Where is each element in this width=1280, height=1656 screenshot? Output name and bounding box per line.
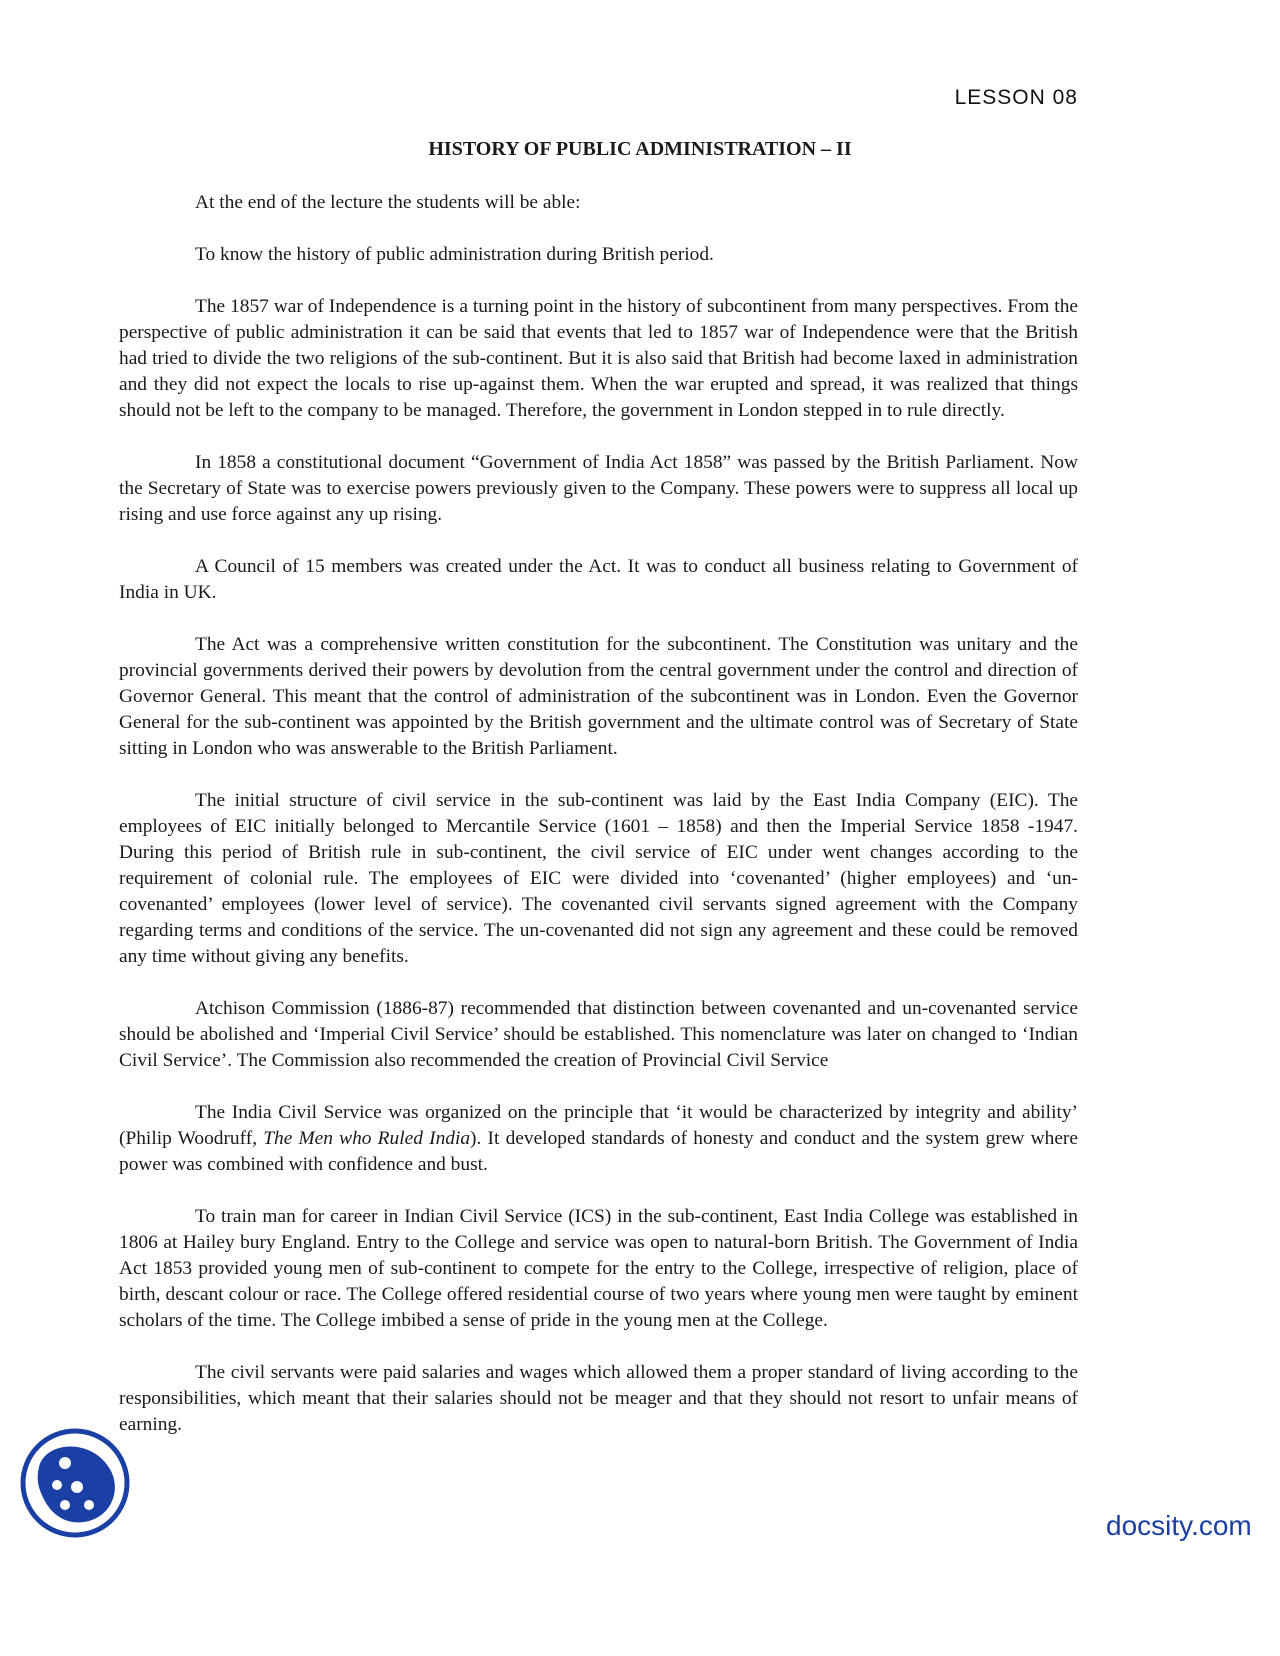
- paragraph: The 1857 war of Independence is a turning point in the history of subcontinent from many perspectives. From the perspective of public administration it can be said that events that led to 1857 war of Independence were that the British had tried to divide the two religions of the sub-continent. But it is also said that British had become laxed in administration and they did not expect the locals to rise up-against them. When the war erupted and spread, it was realized that things should not be left to the company to be managed. Therefore, the government in London stepped in to rule directly.: [119, 296, 1078, 421]
- paragraph: The Act was a comprehensive written constitution for the subcontinent. The Constitution was unitary and the provincial governments derived their powers by devolution from the central government under the control and direction of Governor General. This meant that the control of administration of the subcontinent was in London. Even the Governor General for the sub-continent was appointed by the British government and the ultimate control was of Secretary of State sitting in London who was answerable to the British Parliament.: [119, 634, 1078, 759]
- title-text: HISTORY OF PUBLIC ADMINISTRATION – II: [428, 138, 852, 160]
- paragraph: To know the history of public administration during British period.: [195, 244, 714, 265]
- paragraph-text: The India Civil Service was organized on the principle that ‘it would be characterized by integrity and ability’ (Philip Woodruff,: [119, 1102, 1078, 1149]
- paragraph: Atchison Commission (1886-87) recommended that distinction between covenanted and un-covenanted service should be abolished and ‘Imperial Civil Service’ should be established. This nomenclature was later on changed to ‘Indian Civil Service’. The Commission also recommended the creation of Provincial Civil Service: [119, 998, 1078, 1071]
- paragraph: [119, 1100, 1078, 1178]
- paragraph: At the end of the lecture the students will be able:: [195, 192, 581, 213]
- docsity-watermark[interactable]: docsity.com: [1106, 1510, 1252, 1541]
- paragraph-text: ). It developed standards of honesty and conduct and the system grew where power was combined with confidence and bust.: [119, 1128, 1078, 1175]
- paragraph: To train man for career in Indian Civil Service (ICS) in the sub-continent, East India College was established in 1806 at Hailey bury England. Entry to the College and service was open to natural-born British. The Government of India Act 1853 provided young men of sub-continent to compete for the entry to the College, irrespective of religion, place of birth, descant colour or race. The College offered residential course of two years where young men were taught by eminent scholars of the time. The College imbibed a sense of pride in the young men at the College.: [119, 1206, 1078, 1331]
- paragraph: A Council of 15 members was created under the Act. It was to conduct all business relating to Government of India in UK.: [119, 556, 1078, 603]
- paragraph: The civil servants were paid salaries and wages which allowed them a proper standard of living according to the responsibilities, which meant that their salaries should not be meager and that they should not resort to unfair means of earning.: [119, 1362, 1078, 1435]
- document-body: [119, 190, 1078, 1464]
- docsity-logo-icon: [19, 1427, 131, 1539]
- lesson-number: LESSON 08: [954, 86, 1078, 109]
- paragraph: In 1858 a constitutional document “Government of India Act 1858” was passed by the British Parliament. Now the Secretary of State was to exercise powers previously given to the Company. These powers were to suppress all local up rising and use force against any up rising.: [119, 452, 1078, 525]
- book-title: The Men who Ruled India: [263, 1128, 471, 1149]
- paragraph: The initial structure of civil service in the sub-continent was laid by the East India Company (EIC). The employees of EIC initially belonged to Mercantile Service (1601 – 1858) and then the Imperial Service 1858 -1947. During this period of British rule in sub-continent, the civil service of EIC under went changes according to the requirement of colonial rule. The employees of EIC were divided into ‘covenanted’ (higher employees) and ‘un-covenanted’ employees (lower level of service). The covenanted civil servants signed agreement with the Company regarding terms and conditions of the service. The un-covenanted did not sign any agreement and these could be removed any time without giving any benefits.: [119, 790, 1078, 967]
- document-title: [0, 138, 1280, 161]
